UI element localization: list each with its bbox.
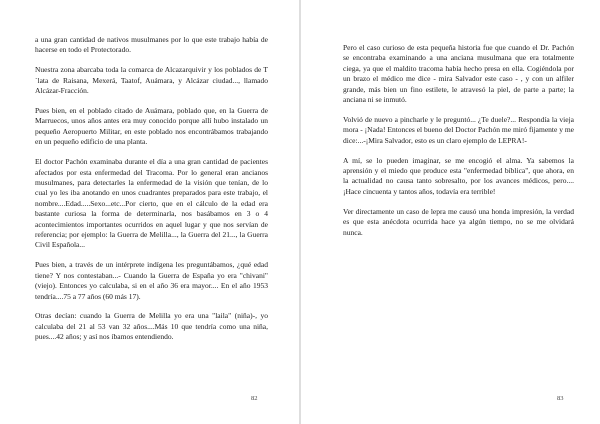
right-page-text bbox=[343, 43, 574, 248]
paragraph: Nuestra zona abarcaba toda la comarca de Alcazarquivir y los poblados de T´lata de Raisana, Mexerá, Taatof, Auámara, y Alcázar ciudad..., llamado Alcázar-Fracción. bbox=[35, 65, 268, 96]
paragraph: Ver directamente un caso de lepra me causó una honda impresión, la verdad es que esta anécdota ocurrida hace ya algún tiempo, no se me olvidará nunca. bbox=[343, 206, 574, 237]
paragraph: Volvió de nuevo a pincharle y le preguntó... ¿Te duele?... Respondía la vieja mora - ¡Nada! Entonces el bueno del Doctor Pachón me miró fijamente y me dice:...-¡Mira Salvador, esto es un claro ejemplo de LEPRA!- bbox=[343, 114, 574, 145]
page-number-left: 82 bbox=[251, 395, 258, 402]
paragraph: a una gran cantidad de nativos musulmanes por lo que este trabajo había de hacerse en todo el Protectorado. bbox=[35, 35, 268, 55]
paragraph: Pero el caso curioso de esta pequeña historia fue que cuando el Dr. Pachón se encontraba examinando a una anciana musulmana que era totalmente ciega, ya que el maldito tracoma había hecho presa en ella. Cogiéndola por un brazo el médico me dice - mira Salvador este caso - , y con un alfiler grande, más bien un fino estilete, le atravesó la piel, de parte a parte; la anciana ni se inmutó. bbox=[343, 43, 574, 105]
paragraph: Pues bien, a través de un intérprete indígena les preguntábamos, ¿qué edad tiene? Y nos contestaban...- Cuando la Guerra de España yo era "chivani" (viejo). Entonces yo calculaba, si en el año 36 era mayor.... En el año 1953 tendría....75 a 77 años (60 más 17). bbox=[35, 260, 268, 301]
paragraph: El doctor Pachón examinaba durante el día a una gran cantidad de pacientes afectados por esta enfermedad del Tracoma. Por lo general eran ancianos musulmanes, para detectarles la enfermedad de la visión que tenían, de lo cual yo les iba anotando en unos cuadrantes preparados para este trabajo, el nombre....Edad.....Sexo...etc...Por cierto, que en el cálculo de la edad era bastante curiosa la forma de determinarla, nos basábamos en 3 o 4 acontecimientos importantes ocurridos en aquel lugar y que nos servían de referencia; por ejemplo: la Guerra de Melilla..., la Guerra del 21..., la Guerra Civil Española... bbox=[35, 157, 268, 250]
paragraph: Pues bien, en el poblado citado de Auámara, poblado que, en la Guerra de Marruecos, unos años antes era muy conocido porque allí hubo instalado un pequeño Aeropuerto Militar, en este poblado nos encontrábamos trabajando en un pequeño edificio de una planta. bbox=[35, 106, 268, 147]
page-number-right: 83 bbox=[557, 395, 564, 402]
right-page bbox=[300, 0, 600, 424]
paragraph: Otras decían: cuando la Guerra de Melilla yo era una "laila" (niña)-, yo calculaba del 21 al 53 van 32 años....Más 10 que tendría como una niña, pues....42 años; y así nos íbamos entendiendo. bbox=[35, 311, 268, 342]
paragraph: A mí, se lo pueden imaginar, se me encogió el alma. Ya sabemos la aprensión y el miedo que produce esta "enfermedad bíblica", que ahora, en la actualidad no causa tanto sobresalto, por los avances médicos, pero.... ¡Hace cincuenta y tantos años, todavía era terrible! bbox=[343, 155, 574, 196]
left-page-text bbox=[35, 35, 268, 352]
